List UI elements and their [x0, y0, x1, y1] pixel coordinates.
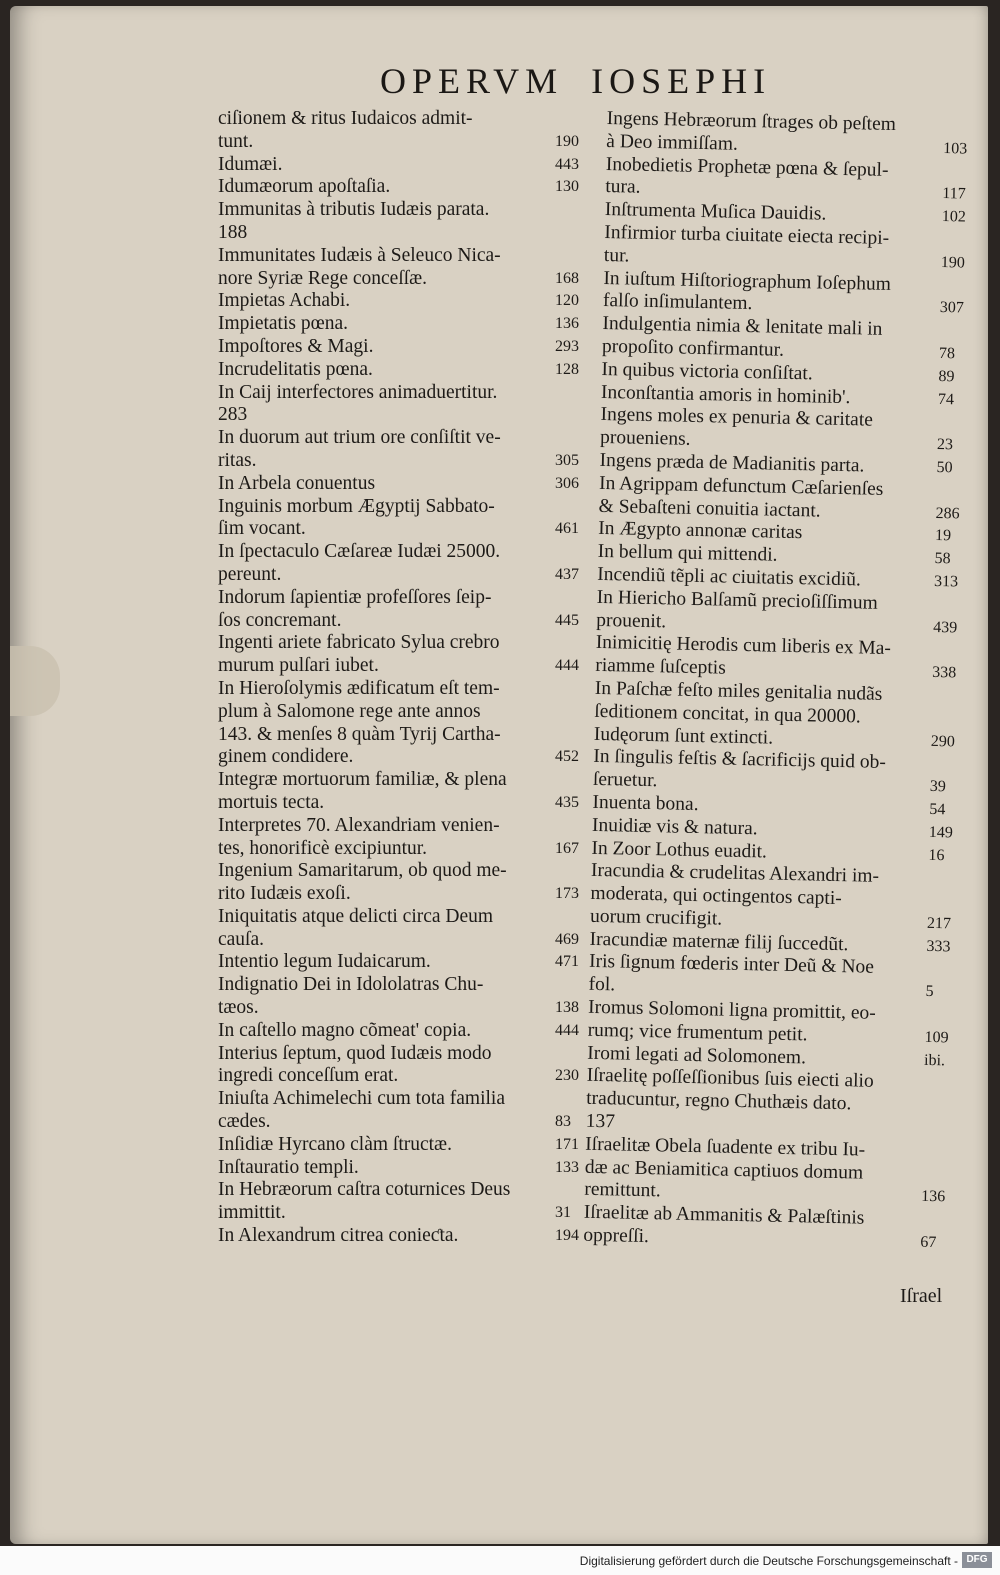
entry-text: remittunt. [584, 1179, 661, 1202]
entry-text: propoſito confirmantur. [601, 335, 785, 361]
index-column-left [218, 108, 583, 1248]
entry-text: Impietatis pœna. [218, 313, 348, 335]
entry-text: Incrudelitatis pœna. [218, 358, 373, 380]
entry-text: tunt. [218, 130, 254, 152]
entry-text: riamme ſuſceptis [595, 655, 727, 679]
index-entry [218, 701, 583, 724]
catchword: Iſrael [900, 1285, 943, 1307]
entry-text: & Sebaſteni conuitia iactant. [598, 495, 821, 522]
footer-credit: Digitalisierung gefördert durch die Deutsche Forschungsgemeinschaft - [579, 1554, 958, 1568]
entry-text: ſeruetur. [592, 768, 658, 792]
entry-text: uorum crucifigit. [589, 905, 723, 930]
entry-text: Ingens Hebræorum ſtrages ob peſtem [606, 108, 897, 136]
entry-text: ſeditionem concitat, in qua 20000. [594, 700, 861, 728]
entry-text: cauſa. [218, 928, 265, 950]
entry-text: fol. [588, 974, 616, 996]
index-entry [218, 496, 583, 519]
entry-text: ginem condidere. [218, 746, 354, 768]
entry-text: Iracundiæ maternæ filij ſuccedũt. [589, 928, 849, 955]
entry-text: Inobedietis Prophetæ pœna & ſepul- [605, 153, 889, 181]
index-entry: 31 immittit. [218, 1202, 571, 1224]
entry-text: oppreſſi. [583, 1224, 650, 1248]
index-entry [218, 1043, 583, 1066]
index-entry: 230 ingredi conceſſum erat. [218, 1065, 579, 1087]
entry-text: prouenit. [596, 609, 667, 632]
index-entry: 444 In caſtello magno cõmeat' copia. [218, 1019, 579, 1041]
entry-text: In iuſtum Hiſtoriographum Ioſephum [603, 267, 892, 295]
entry-text: In Caij interfectores animaduertitur. [218, 381, 498, 403]
index-entry: 168 nore Syriæ Rege conceſſæ. [218, 267, 579, 289]
entry-text: Inſtauratio templi. [218, 1156, 359, 1178]
entry-text: Iracundia & crudelitas Alexandri im- [590, 860, 880, 888]
header-word-operum: OPERVM [380, 61, 564, 101]
index-entry: 305 ritas. [218, 449, 579, 471]
entry-text: dæ ac Beniamitica captiuos domum [584, 1156, 864, 1184]
index-entry: 171 Inſidiæ Hyrcano clàm ſtructæ. [218, 1133, 579, 1155]
header-word-iosephi: IOSEPHI [591, 61, 772, 101]
index-entry [218, 222, 583, 245]
entry-text: In Hieroſolymis ædificatum eſt tem- [218, 677, 500, 699]
entry-text: Intentio legum Iudaicarum. [218, 951, 431, 973]
entry-text: Iris ſignum fœderis inter Deũ & Noe [588, 951, 875, 979]
index-entry [218, 541, 583, 564]
entry-text: à Deo immiſſam. [606, 130, 739, 155]
entry-text: In Arbela conuentus [218, 472, 376, 494]
entry-text: In Zoor Lothus euadit. [591, 837, 768, 863]
index-entry: 136 Impietatis pœna. [218, 313, 579, 335]
index-entry: 306 In Arbela conuentus [218, 472, 579, 494]
entry-text: In ſingulis feſtis & ſacrificijs quid ob- [593, 746, 887, 774]
index-entry: 190 tunt. [218, 130, 579, 152]
entry-text: Iſraelitæ ab Ammanitis & Palæſtinis [583, 1202, 865, 1229]
entry-text: Iniuſta Achimelechi cum tota familia [218, 1088, 505, 1110]
index-entry: 120 Impietas Achabi. [218, 290, 579, 312]
index-entry [218, 860, 583, 883]
digitization-footer [0, 1546, 1000, 1575]
entry-text: In caſtello magno cõmeat' copia. [218, 1019, 472, 1041]
entry-text: In ſpectaculo Cæſareæ Iudæi 25000. [218, 541, 501, 563]
entry-text: Ingens moles ex penuria & caritate [600, 404, 874, 431]
entry-text: tæos. [218, 997, 259, 1019]
entry-text: Impietas Achabi. [218, 290, 351, 312]
entry-text: Inguinis morbum Ægyptij Sabbato- [218, 495, 495, 517]
entry-text: pereunt. [218, 563, 282, 585]
entry-text: Indulgentia nimia & lenitate mali in [602, 313, 883, 340]
entry-text: In Agrippam defunctum Cæſarienſes [598, 472, 884, 500]
index-entry: 130 Idumæorum apoſtaſia. [218, 176, 579, 198]
entry-text: proueniens. [599, 427, 691, 450]
entry-text: moderata, qui octingentos capti- [590, 882, 842, 910]
entry-text: plum à Salomone rege ante annos [218, 700, 481, 722]
entry-text: In Paſchæ feſto miles genitalia nudãs [594, 677, 883, 705]
entry-text: Iſraelitæ Obela ſuadente ex tribu Iu- [585, 1133, 866, 1161]
index-entry [218, 1179, 583, 1202]
index-entry [218, 587, 583, 610]
index-entry [218, 632, 583, 655]
dfg-logo: DFG [962, 1552, 992, 1568]
entry-text: traducuntur, regno Chuthæis dato. [586, 1088, 852, 1115]
entry-text: Idumæi. [218, 153, 283, 175]
entry-text: mortuis tecta. [218, 791, 325, 813]
entry-text: Ingenium Samaritarum, ob quod me- [218, 860, 507, 882]
binding-tab [10, 646, 60, 716]
entry-text: Iromi legati ad Solomonem. [586, 1042, 807, 1069]
index-entry: 133 Inſtauratio templi. [218, 1156, 579, 1178]
index-entry [218, 1088, 583, 1111]
index-entry: 194 In Alexandrum citrea conieƈta. [218, 1225, 579, 1247]
entry-text: Immunitas à tributis Iudæis parata. [218, 199, 490, 221]
entry-text: In Hebræorum caſtra coturnices Deus [218, 1179, 511, 1201]
entry-text: Interius ſeptum, quod Iudæis modo [218, 1042, 492, 1064]
entry-text: nore Syriæ Rege conceſſæ. [218, 267, 428, 289]
entry-text: tur. [603, 244, 630, 267]
entry-text: cædes. [218, 1111, 271, 1133]
index-entry [218, 427, 583, 450]
index-entry: 173 rito Iudæis exoſi. [218, 883, 579, 905]
index-entry: 293 Impoſtores & Magi. [218, 335, 579, 357]
index-entry: 128 Incrudelitatis pœna. [218, 358, 579, 380]
entry-text: Impoſtores & Magi. [218, 335, 374, 357]
entry-text: Infirmior turba ciuitate eiecta recipi- [604, 221, 890, 249]
index-entry [218, 906, 583, 929]
entry-text: tura. [605, 176, 641, 199]
entry-text: Inuenta bona. [592, 791, 699, 815]
entry-text: murum pulſari iubet. [218, 655, 379, 677]
index-entry [218, 245, 583, 268]
entry-text: Indignatio Dei in Idololatras Chu- [218, 974, 484, 996]
entry-text: Immunitates Iudæis à Seleuco Nica- [218, 244, 501, 266]
entry-text: ciſionem & ritus Iudaicos admit- [218, 108, 473, 129]
running-header [380, 60, 960, 104]
index-entry: 461 ſim vocant. [218, 518, 579, 540]
entry-text: Idumæorum apoſtaſia. [218, 176, 391, 198]
index-entry: 138 tæos. [218, 997, 579, 1019]
index-entry [218, 769, 583, 792]
index-entry: 452 ginem condidere. [218, 746, 579, 768]
entry-text: Indorum ſapientiæ profeſſores ſeip- [218, 586, 492, 608]
index-entry [218, 382, 583, 405]
entry-text: rito Iudæis exoſi. [218, 883, 351, 905]
index-entry: 83 cædes. [218, 1111, 571, 1133]
index-entry [218, 815, 583, 838]
index-entry [218, 404, 583, 427]
index-entry [218, 724, 583, 747]
entry-text: tes, honorificè excipiuntur. [218, 837, 428, 859]
entry-text: Ingenti ariete fabricato Sylua crebro [218, 632, 500, 654]
entry-text: In duorum aut trium ore conſiſtit ve- [218, 427, 501, 449]
entry-text: falſo inſimulantem. [602, 290, 753, 315]
index-entry: 437 pereunt. [218, 563, 579, 585]
entry-text: 143. & menſes 8 quàm Tyrij Cartha- [218, 723, 501, 745]
entry-text: In Alexandrum citrea conieƈta. [218, 1225, 459, 1247]
entry-text: In bellum qui mittendi. [597, 541, 778, 566]
entry-text: ſos concremant. [218, 609, 342, 631]
entry-text: Iniquitatis atque delicti circa Deum [218, 905, 494, 927]
entry-text: rumq; vice frumentum petit. [587, 1019, 808, 1046]
index-entry: 435 mortuis tecta. [218, 791, 579, 813]
index-entry: 443 Idumæi. [218, 153, 579, 175]
entry-text: Inſtrumenta Muſica Dauidis. [604, 199, 827, 225]
entry-text: ſim vocant. [218, 518, 306, 540]
index-entry [218, 199, 583, 222]
index-entry: 469 cauſa. [218, 928, 579, 950]
index-entry: 471 Intentio legum Iudaicarum. [218, 951, 579, 973]
index-entry: 444 murum pulſari iubet. [218, 655, 579, 677]
entry-text: In Ægypto annonæ caritas [597, 518, 803, 544]
entry-text: Inſidiæ Hyrcano clàm ſtructæ. [218, 1133, 452, 1155]
index-entry: 167 tes, honorificè excipiuntur. [218, 837, 579, 859]
entry-text: In quibus victoria conſiſtat. [601, 358, 813, 385]
entry-text: In Hiericho Balſamũ precioſiſſimum [596, 586, 878, 614]
entry-text: Incendiũ tẽpli ac ciuitatis excidiũ. [597, 563, 862, 591]
entry-text: immittit. [218, 1202, 286, 1224]
entry-text: Iromus Solomoni ligna promittit, eo- [587, 996, 876, 1024]
index-entry: 445 ſos concremant. [218, 609, 579, 631]
index-entry [218, 974, 583, 997]
entry-text: 188 [218, 221, 248, 243]
entry-text: Ingens præda de Madianitis parta. [599, 449, 865, 477]
entry-text: ritas. [218, 449, 257, 471]
entry-text: Interpretes 70. Alexandriam venien- [218, 814, 500, 836]
entry-text: ingredi conceſſum erat. [218, 1065, 399, 1087]
entry-text: Integræ mortuorum familiæ, & plena [218, 769, 507, 791]
entry-text: Iudęorum ſunt extincti. [593, 723, 774, 749]
entry-text: Inimicitię Herodis cum liberis ex Ma- [595, 632, 892, 660]
entry-text: Inuidiæ vis & natura. [591, 814, 758, 840]
index-entry [218, 678, 583, 701]
entry-text: Inconſtantia amoris in hominib'. [600, 381, 851, 408]
entry-text: 283 [218, 404, 248, 426]
entry-text: 137 [585, 1110, 616, 1133]
index-column-right [583, 108, 972, 1255]
index-entry [218, 108, 583, 131]
entry-text: Iſraelitę poſſeſſionibus ſuis eiecti alio [586, 1065, 874, 1093]
